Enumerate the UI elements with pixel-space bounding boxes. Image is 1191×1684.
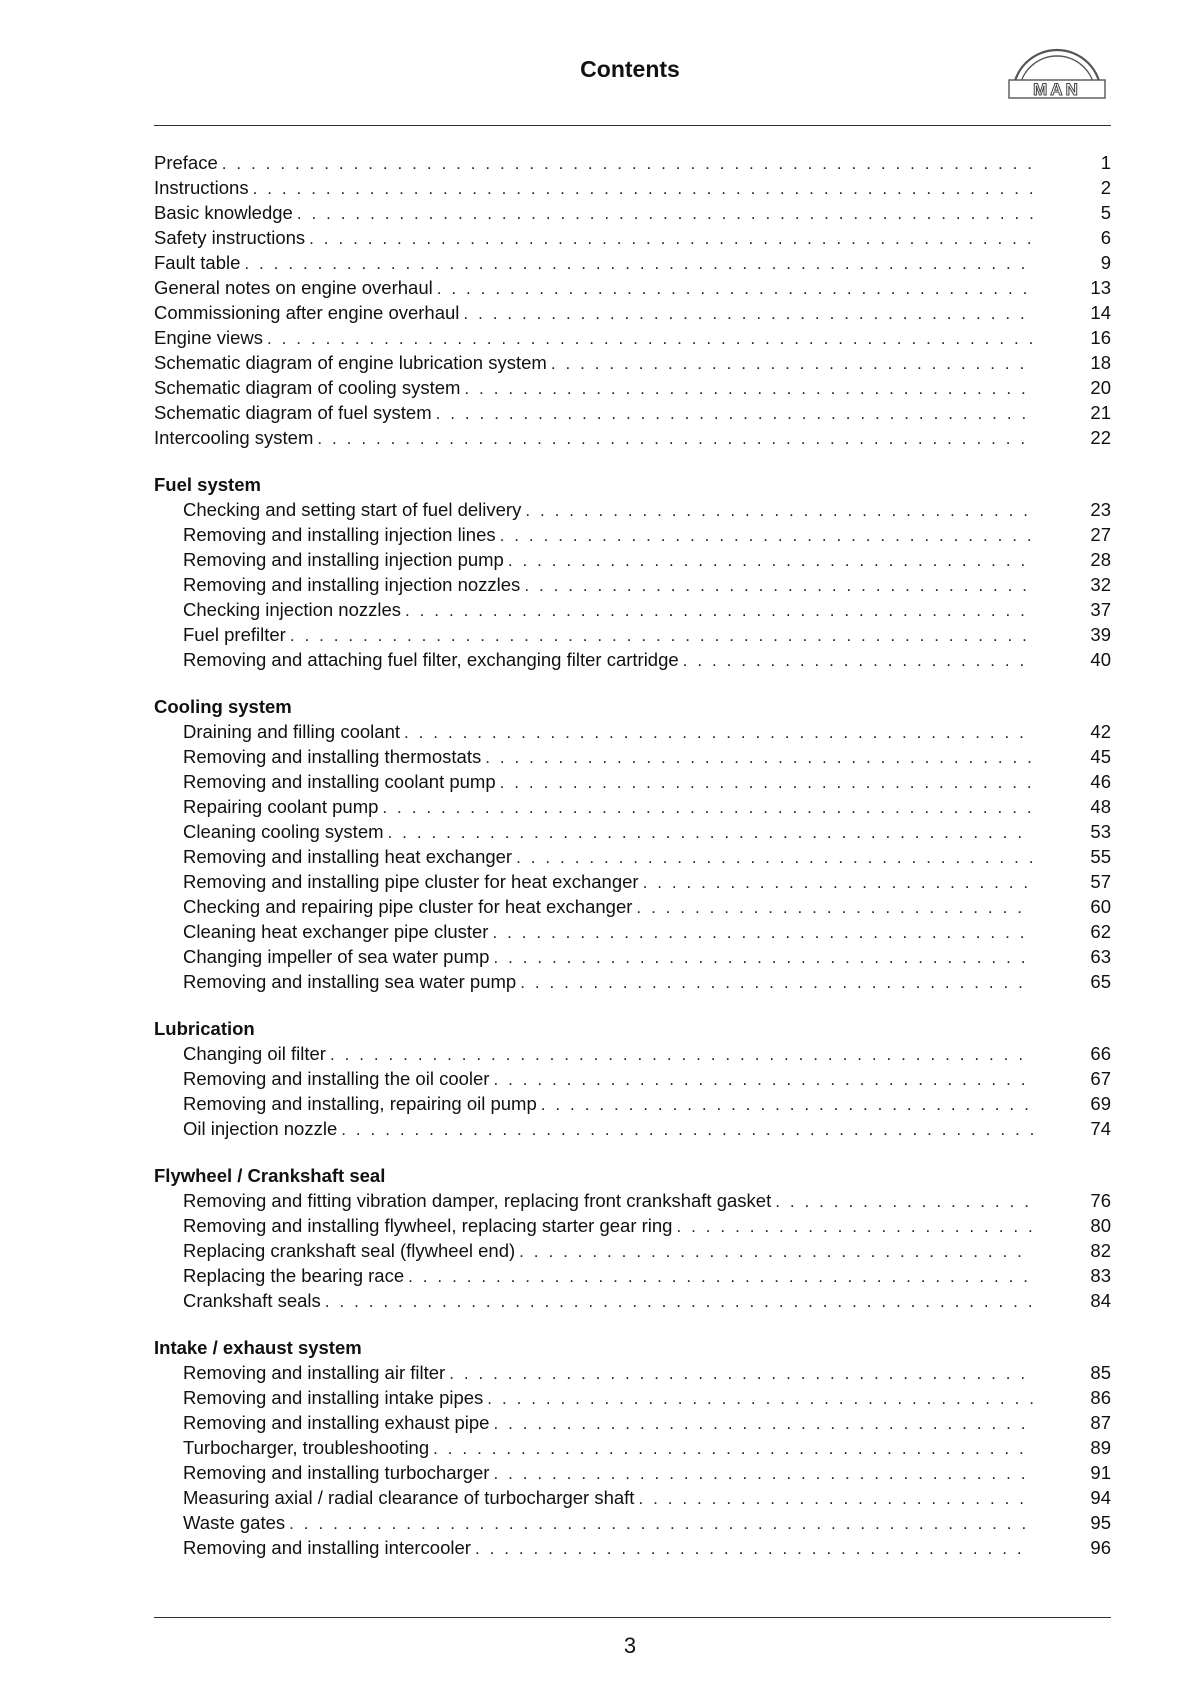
entry-page: 42 bbox=[1090, 721, 1111, 742]
entry-page: 13 bbox=[1090, 277, 1111, 298]
toc-entry[interactable] bbox=[154, 1360, 1111, 1385]
dot-leader bbox=[525, 498, 1033, 523]
section-lubrication bbox=[154, 1016, 1111, 1141]
toc-entry[interactable] bbox=[154, 1066, 1111, 1091]
toc-entry[interactable] bbox=[154, 1435, 1111, 1460]
entry-page: 65 bbox=[1090, 971, 1111, 992]
entry-title: Removing and fitting vibration damper, replacing front crankshaft gasket bbox=[183, 1190, 772, 1211]
entry-page: 27 bbox=[1090, 524, 1111, 545]
entry-title: Cleaning cooling system bbox=[183, 821, 384, 842]
toc-entry[interactable] bbox=[154, 894, 1111, 919]
entry-page: 45 bbox=[1090, 746, 1111, 767]
entry-page: 6 bbox=[1100, 227, 1111, 248]
entry-page: 18 bbox=[1090, 352, 1111, 373]
toc-entry[interactable] bbox=[154, 225, 1111, 250]
dot-leader bbox=[464, 376, 1033, 401]
dot-leader bbox=[516, 845, 1033, 870]
entry-page: 39 bbox=[1090, 624, 1111, 645]
dot-leader bbox=[487, 1386, 1033, 1411]
toc-entry[interactable] bbox=[154, 844, 1111, 869]
toc-entry[interactable] bbox=[154, 1213, 1111, 1238]
dot-leader bbox=[325, 1289, 1033, 1314]
entry-title: Removing and installing exhaust pipe bbox=[183, 1412, 490, 1433]
entry-title: Crankshaft seals bbox=[183, 1290, 321, 1311]
toc-entry[interactable] bbox=[154, 300, 1111, 325]
dot-leader bbox=[676, 1214, 1033, 1239]
entry-page: 63 bbox=[1090, 946, 1111, 967]
dot-leader bbox=[519, 1239, 1033, 1264]
entry-title: Removing and installing air filter bbox=[183, 1362, 446, 1383]
toc-entry[interactable] bbox=[154, 719, 1111, 744]
toc-entry[interactable] bbox=[154, 1041, 1111, 1066]
section-flywheel-crankshaft-seal bbox=[154, 1163, 1111, 1313]
entry-title: Repairing coolant pump bbox=[183, 796, 379, 817]
entry-title: Intercooling system bbox=[154, 427, 314, 448]
entry-title: Engine views bbox=[154, 327, 264, 348]
toc-entry[interactable] bbox=[154, 497, 1111, 522]
entry-page: 5 bbox=[1100, 202, 1111, 223]
dot-leader bbox=[520, 970, 1033, 995]
toc-entry[interactable] bbox=[154, 1485, 1111, 1510]
dot-leader bbox=[382, 795, 1033, 820]
toc-entry[interactable] bbox=[154, 1385, 1111, 1410]
entry-page: 1 bbox=[1100, 152, 1111, 173]
table-of-contents bbox=[154, 150, 1111, 1560]
entry-title: Safety instructions bbox=[154, 227, 306, 248]
dot-leader bbox=[541, 1092, 1033, 1117]
toc-entry[interactable] bbox=[154, 769, 1111, 794]
section-heading: Intake / exhaust system bbox=[154, 1337, 362, 1358]
dot-leader bbox=[449, 1361, 1033, 1386]
toc-entry[interactable] bbox=[154, 1263, 1111, 1288]
entry-page: 96 bbox=[1090, 1537, 1111, 1558]
entry-page: 46 bbox=[1090, 771, 1111, 792]
entry-title: Removing and installing sea water pump bbox=[183, 971, 517, 992]
entry-title: Schematic diagram of engine lubrication system bbox=[154, 352, 547, 373]
dot-leader bbox=[404, 720, 1033, 745]
entry-title: Preface bbox=[154, 152, 218, 173]
entry-title: Removing and installing flywheel, replacing starter gear ring bbox=[183, 1215, 673, 1236]
entry-title: Removing and installing pipe cluster for heat exchanger bbox=[183, 871, 639, 892]
dot-leader bbox=[683, 648, 1033, 673]
entry-title: Checking injection nozzles bbox=[183, 599, 402, 620]
section-heading: Fuel system bbox=[154, 474, 261, 495]
entry-page: 40 bbox=[1090, 649, 1111, 670]
toc-entry[interactable] bbox=[154, 944, 1111, 969]
entry-title: Schematic diagram of cooling system bbox=[154, 377, 461, 398]
entry-page: 74 bbox=[1090, 1118, 1111, 1139]
entry-page: 9 bbox=[1100, 252, 1111, 273]
dot-leader bbox=[289, 1511, 1033, 1536]
entry-page: 48 bbox=[1090, 796, 1111, 817]
dot-leader bbox=[433, 1436, 1033, 1461]
entry-page: 21 bbox=[1090, 402, 1111, 423]
entry-title: Changing impeller of sea water pump bbox=[183, 946, 490, 967]
entry-title: Removing and installing intercooler bbox=[183, 1537, 471, 1558]
entry-title: Fault table bbox=[154, 252, 241, 273]
entry-title: Oil injection nozzle bbox=[183, 1118, 338, 1139]
dot-leader bbox=[222, 151, 1033, 176]
toc-entry[interactable] bbox=[154, 647, 1111, 672]
entry-page: 67 bbox=[1090, 1068, 1111, 1089]
section-heading: Cooling system bbox=[154, 696, 292, 717]
dot-leader bbox=[493, 1411, 1033, 1436]
toc-entry[interactable] bbox=[154, 1188, 1111, 1213]
entry-page: 20 bbox=[1090, 377, 1111, 398]
header-divider bbox=[154, 125, 1111, 126]
dot-leader bbox=[493, 1461, 1033, 1486]
entry-title: Turbocharger, troubleshooting bbox=[183, 1437, 430, 1458]
section-heading: Flywheel / Crankshaft seal bbox=[154, 1165, 386, 1186]
entry-title: Schematic diagram of fuel system bbox=[154, 402, 432, 423]
entry-page: 86 bbox=[1090, 1387, 1111, 1408]
entry-page: 95 bbox=[1090, 1512, 1111, 1533]
dot-leader bbox=[297, 201, 1033, 226]
entry-title: Basic knowledge bbox=[154, 202, 293, 223]
toc-entry[interactable] bbox=[154, 547, 1111, 572]
toc-entry[interactable] bbox=[154, 200, 1111, 225]
entry-page: 91 bbox=[1090, 1462, 1111, 1483]
toc-entry[interactable] bbox=[154, 175, 1111, 200]
dot-leader bbox=[267, 326, 1033, 351]
entry-page: 57 bbox=[1090, 871, 1111, 892]
toc-entry[interactable] bbox=[154, 350, 1111, 375]
dot-leader bbox=[492, 920, 1033, 945]
dot-leader bbox=[524, 573, 1033, 598]
toc-entry[interactable] bbox=[154, 400, 1111, 425]
entry-title: Checking and setting start of fuel delivery bbox=[183, 499, 522, 520]
entry-title: Fuel prefilter bbox=[183, 624, 286, 645]
entry-page: 66 bbox=[1090, 1043, 1111, 1064]
toc-entry[interactable] bbox=[154, 1288, 1111, 1313]
toc-entry[interactable] bbox=[154, 1535, 1111, 1560]
section-cooling-system bbox=[154, 694, 1111, 994]
entry-title: Replacing the bearing race bbox=[183, 1265, 405, 1286]
entry-title: Removing and installing turbocharger bbox=[183, 1462, 490, 1483]
entry-page: 76 bbox=[1090, 1190, 1111, 1211]
general-entries bbox=[154, 150, 1111, 450]
entry-title: Instructions bbox=[154, 177, 249, 198]
entry-title: Removing and installing injection pump bbox=[183, 549, 504, 570]
dot-leader bbox=[388, 820, 1033, 845]
dot-leader bbox=[341, 1117, 1033, 1142]
entry-title: Removing and installing, repairing oil pump bbox=[183, 1093, 537, 1114]
toc-entry[interactable] bbox=[154, 1460, 1111, 1485]
dot-leader bbox=[493, 1067, 1033, 1092]
entry-title: Cleaning heat exchanger pipe cluster bbox=[183, 921, 489, 942]
entry-page: 87 bbox=[1090, 1412, 1111, 1433]
entry-page: 16 bbox=[1090, 327, 1111, 348]
entry-page: 85 bbox=[1090, 1362, 1111, 1383]
toc-entry[interactable] bbox=[154, 1410, 1111, 1435]
dot-leader bbox=[500, 770, 1033, 795]
entry-title: Measuring axial / radial clearance of turbocharger shaft bbox=[183, 1487, 635, 1508]
entry-title: Replacing crankshaft seal (flywheel end) bbox=[183, 1240, 516, 1261]
entry-title: Waste gates bbox=[183, 1512, 286, 1533]
toc-entry[interactable] bbox=[154, 819, 1111, 844]
entry-page: 82 bbox=[1090, 1240, 1111, 1261]
dot-leader bbox=[408, 1264, 1033, 1289]
toc-entry[interactable] bbox=[154, 597, 1111, 622]
entry-page: 55 bbox=[1090, 846, 1111, 867]
entry-page: 80 bbox=[1090, 1215, 1111, 1236]
dot-leader bbox=[485, 745, 1033, 770]
entry-title: Removing and installing heat exchanger bbox=[183, 846, 513, 867]
entry-page: 89 bbox=[1090, 1437, 1111, 1458]
entry-page: 37 bbox=[1090, 599, 1111, 620]
entry-page: 28 bbox=[1090, 549, 1111, 570]
entry-title: Commissioning after engine overhaul bbox=[154, 302, 460, 323]
entry-page: 22 bbox=[1090, 427, 1111, 448]
dot-leader bbox=[244, 251, 1033, 276]
dot-leader bbox=[500, 523, 1033, 548]
dot-leader bbox=[775, 1189, 1033, 1214]
entry-title: Changing oil filter bbox=[183, 1043, 326, 1064]
section-heading: Lubrication bbox=[154, 1018, 255, 1039]
dot-leader bbox=[436, 401, 1033, 426]
dot-leader bbox=[475, 1536, 1033, 1561]
toc-entry[interactable] bbox=[154, 794, 1111, 819]
entry-page: 83 bbox=[1090, 1265, 1111, 1286]
toc-entry[interactable] bbox=[154, 150, 1111, 175]
toc-entry[interactable] bbox=[154, 1510, 1111, 1535]
footer-divider bbox=[154, 1617, 1111, 1618]
entry-page: 14 bbox=[1090, 302, 1111, 323]
entry-title: Removing and installing injection lines bbox=[183, 524, 496, 545]
toc-entry[interactable] bbox=[154, 869, 1111, 894]
entry-title: General notes on engine overhaul bbox=[154, 277, 433, 298]
toc-entry[interactable] bbox=[154, 1116, 1111, 1141]
dot-leader bbox=[317, 426, 1033, 451]
dot-leader bbox=[437, 276, 1033, 301]
entry-title: Removing and installing thermostats bbox=[183, 746, 482, 767]
toc-entry[interactable] bbox=[154, 325, 1111, 350]
toc-entry[interactable] bbox=[154, 969, 1111, 994]
dot-leader bbox=[508, 548, 1033, 573]
toc-entry[interactable] bbox=[154, 522, 1111, 547]
entry-page: 60 bbox=[1090, 896, 1111, 917]
section-fuel-system bbox=[154, 472, 1111, 672]
entry-page: 32 bbox=[1090, 574, 1111, 595]
toc-entry[interactable] bbox=[154, 919, 1111, 944]
entry-page: 84 bbox=[1090, 1290, 1111, 1311]
dot-leader bbox=[636, 895, 1033, 920]
entry-page: 23 bbox=[1090, 499, 1111, 520]
dot-leader bbox=[551, 351, 1033, 376]
dot-leader bbox=[253, 176, 1033, 201]
toc-entry[interactable] bbox=[154, 1091, 1111, 1116]
man-logo bbox=[1005, 44, 1109, 106]
toc-entry[interactable] bbox=[154, 572, 1111, 597]
entry-title: Removing and attaching fuel filter, exchanging filter cartridge bbox=[183, 649, 679, 670]
entry-page: 62 bbox=[1090, 921, 1111, 942]
entry-page: 53 bbox=[1090, 821, 1111, 842]
dot-leader bbox=[643, 870, 1033, 895]
page-title: Contents bbox=[580, 56, 680, 82]
entry-title: Removing and installing the oil cooler bbox=[183, 1068, 490, 1089]
entry-title: Removing and installing injection nozzles bbox=[183, 574, 521, 595]
toc-entry[interactable] bbox=[154, 1238, 1111, 1263]
toc-entry[interactable] bbox=[154, 250, 1111, 275]
entry-title: Removing and installing intake pipes bbox=[183, 1387, 484, 1408]
dot-leader bbox=[405, 598, 1033, 623]
dot-leader bbox=[463, 301, 1033, 326]
entry-title: Removing and installing coolant pump bbox=[183, 771, 496, 792]
toc-entry[interactable] bbox=[154, 275, 1111, 300]
dot-leader bbox=[493, 945, 1033, 970]
toc-entry[interactable] bbox=[154, 425, 1111, 450]
toc-entry[interactable] bbox=[154, 622, 1111, 647]
toc-entry[interactable] bbox=[154, 375, 1111, 400]
entry-page: 69 bbox=[1090, 1093, 1111, 1114]
page-number: 3 bbox=[623, 1633, 637, 1658]
dot-leader bbox=[309, 226, 1033, 251]
dot-leader bbox=[330, 1042, 1033, 1067]
entry-page: 2 bbox=[1100, 177, 1111, 198]
section-intake-exhaust-system bbox=[154, 1335, 1111, 1560]
entry-title: Checking and repairing pipe cluster for heat exchanger bbox=[183, 896, 633, 917]
dot-leader bbox=[638, 1486, 1033, 1511]
entry-page: 94 bbox=[1090, 1487, 1111, 1508]
entry-title: Draining and filling coolant bbox=[183, 721, 400, 742]
svg-text:MAN: MAN bbox=[1033, 80, 1081, 99]
toc-entry[interactable] bbox=[154, 744, 1111, 769]
dot-leader bbox=[290, 623, 1033, 648]
